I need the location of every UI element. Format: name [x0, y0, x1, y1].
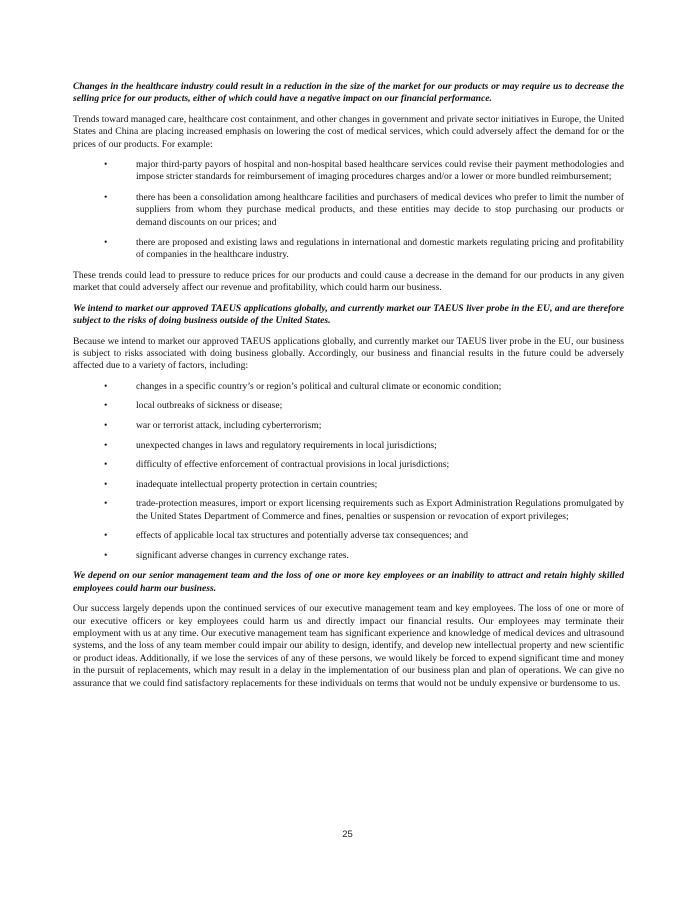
bullet-list-global: [73, 381, 624, 563]
bullet-icon: •: [104, 478, 108, 490]
bullet-icon: •: [104, 419, 108, 431]
bullet-icon: •: [104, 159, 108, 171]
list-item-text: there has been a consolidation among healthcare facilities and purchasers of medical devices who prefer to limit the number of suppliers from whom they purchase medical products, and these entities may decide to stop purchasing our products or demand discounts on our prices; and: [136, 191, 624, 228]
document-page: [73, 81, 624, 698]
list-item: [73, 420, 624, 432]
section-intro-management: Our success largely depends upon the continued services of our executive management team and key employees. The loss of one or more of our executive officers or key employees could harm us and directly impact our financial results. Our employees may terminate their employment with us at any time. Our executive management team has significant experience and knowledge of medical devices and ultrasound systems, and the loss of any team member could impair our ability to design, identify, and develop new intellectual property and new scientific or product ideas. Additionally, if we lose the services of any of these persons, we would likely be forced to expend significant time and money in the pursuit of replacements, which may result in a delay in the implementation of our business plan and plan of operations. We can give no assurance that we could find satisfactory replacements for these individuals on terms that would not be unduly expensive or burdensome to us.: [73, 603, 624, 689]
bullet-list-healthcare: [73, 159, 624, 262]
list-item: [73, 440, 624, 452]
section-closing-healthcare: These trends could lead to pressure to reduce prices for our products and could cause a decrease in the demand for our products in any given market that could adversely affect our revenue and profitability, which could harm our business.: [73, 269, 624, 294]
list-item: [73, 550, 624, 562]
list-item-text: war or terrorist attack, including cyberterrorism;: [136, 419, 322, 431]
list-item: [73, 237, 624, 262]
bullet-icon: •: [104, 530, 108, 542]
list-item-text: significant adverse changes in currency exchange rates.: [136, 549, 349, 561]
section-intro-global: Because we intend to market our approved TAEUS applications globally, and currently market our TAEUS liver probe in the EU, our business is subject to risks associated with doing business globally. Accordingly, our business and financial results in the future could be adversely affected due to a variety of factors, including:: [73, 335, 624, 372]
list-item-text: changes in a specific country’s or region’s political and cultural climate or economic condition;: [136, 380, 502, 392]
list-item-text: inadequate intellectual property protection in certain countries;: [136, 478, 378, 490]
list-item-text: major third-party payors of hospital and non-hospital based healthcare services could revise their payment methodologies and impose stricter standards for reimbursement of imaging procedures charges and/or a lower or more bundled reimbursement;: [136, 159, 624, 183]
list-item-text: trade-protection measures, import or export licensing requirements such as Export Administration Regulations promulgated by the United States Department of Commerce and fines, penalties or suspension or revocation of export privileges;: [136, 498, 624, 522]
list-item-text: local outbreaks of sickness or disease;: [136, 400, 283, 412]
bullet-icon: •: [104, 237, 108, 249]
bullet-icon: •: [104, 191, 108, 203]
list-item: [73, 192, 624, 229]
list-item: [73, 400, 624, 412]
section-heading-healthcare: Changes in the healthcare industry could result in a reduction in the size of the market for our products or may require us to decrease the selling price for our products, either of which could have a negative impact on our financial performance.: [73, 81, 624, 105]
list-item: [73, 159, 624, 184]
section-intro-healthcare: Trends toward managed care, healthcare cost containment, and other changes in government and private sector initiatives in Europe, the United States and China are placing increased emphasis on lowering the cost of medical services, which could adversely affect the demand for or the prices of our products. For example:: [73, 113, 624, 150]
bullet-icon: •: [104, 549, 108, 561]
bullet-icon: •: [104, 459, 108, 471]
bullet-icon: •: [104, 498, 108, 510]
list-item-text: unexpected changes in laws and regulatory requirements in local jurisdictions;: [136, 439, 437, 451]
page-number: 25: [342, 829, 353, 840]
list-item-text: difficulty of effective enforcement of contractual provisions in local jurisdictions;: [136, 459, 450, 471]
list-item: [73, 479, 624, 491]
section-heading-management: We depend on our senior management team and the loss of one or more key employees or an inability to attract and retain highly skilled employees could harm our business.: [73, 570, 624, 594]
list-item: [73, 381, 624, 393]
list-item-text: there are proposed and existing laws and regulations in international and domestic markets regulating pricing and profitability of companies in the healthcare industry.: [136, 237, 624, 261]
section-heading-global: We intend to market our approved TAEUS applications globally, and currently market our TAEUS liver probe in the EU, and are therefore subject to the risks of doing business outside of the United States.: [73, 302, 624, 327]
list-item: [73, 498, 624, 523]
bullet-icon: •: [104, 380, 108, 392]
list-item: [73, 530, 624, 542]
bullet-icon: •: [104, 400, 108, 412]
bullet-icon: •: [104, 439, 108, 451]
list-item-text: effects of applicable local tax structures and potentially adverse tax consequences; and: [136, 530, 469, 542]
list-item: [73, 459, 624, 471]
